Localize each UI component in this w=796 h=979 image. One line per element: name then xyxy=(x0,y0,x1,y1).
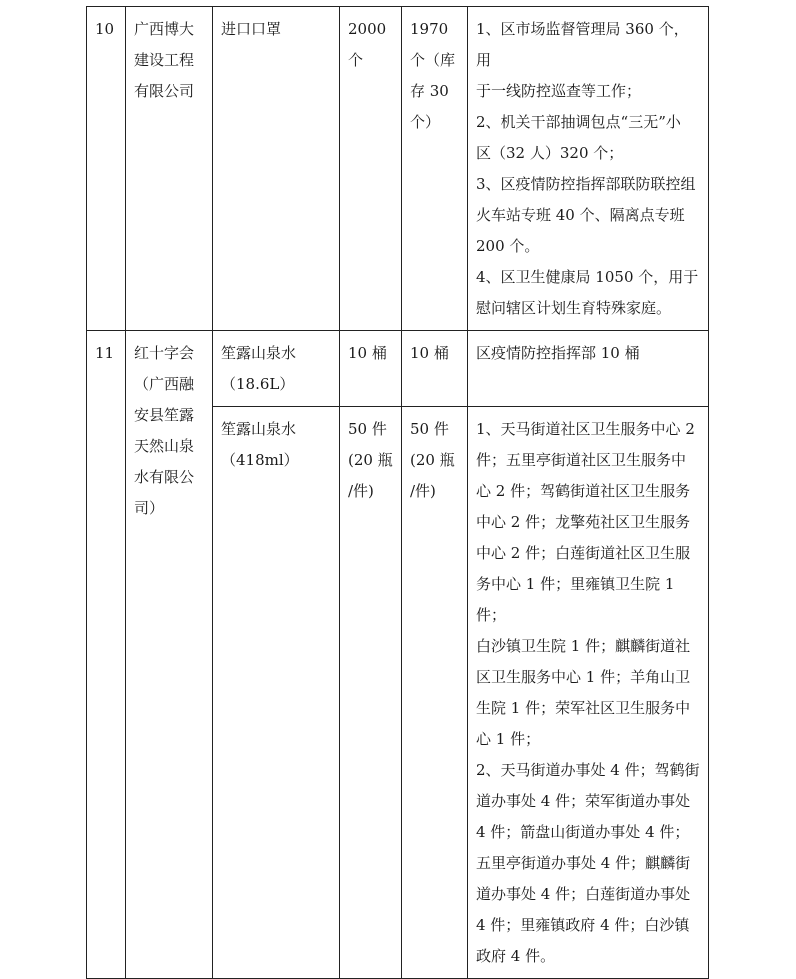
donor-line: 红十字会 xyxy=(134,344,195,362)
usage-line: 政府 4 件。 xyxy=(476,947,556,965)
usage-line: 件；五里亭街道社区卫生服务中 xyxy=(476,451,687,469)
item-line: （418ml） xyxy=(221,451,299,469)
usage-line: 1、区市场监督管理局 360 个，用 xyxy=(476,20,689,69)
usage-line: 4 件；里雍镇政府 4 件；白沙镇 xyxy=(476,916,690,934)
item-cell xyxy=(213,7,340,331)
donor-cell xyxy=(126,7,213,331)
donor-cell xyxy=(126,331,213,979)
distributed-line: 10 桶 xyxy=(410,344,449,362)
usage-line: 生院 1 件；荣军社区卫生服务中 xyxy=(476,699,691,717)
quantity-line: 2000 xyxy=(348,20,387,38)
table-row xyxy=(87,7,709,331)
quantity-cell xyxy=(340,407,402,979)
table-row xyxy=(87,331,709,407)
usage-line: 4、区卫生健康局 1050 个，用于 xyxy=(476,268,699,286)
donor-line: 司） xyxy=(134,499,165,517)
distributed-line: 1970 xyxy=(410,20,449,38)
usage-line: 中心 2 件；龙擎苑社区卫生服务 xyxy=(476,513,691,531)
usage-line: 3、区疫情防控指挥部联防联控组 xyxy=(476,175,696,193)
distributed-cell xyxy=(402,7,468,331)
usage-line: 2、机关干部抽调包点“三无”小 xyxy=(476,113,681,131)
usage-line: 区卫生服务中心 1 件；羊角山卫 xyxy=(476,668,691,686)
distributed-line: 个） xyxy=(410,113,441,131)
usage-line: 务中心 1 件；里雍镇卫生院 1 件； xyxy=(476,575,680,624)
usage-line: 道办事处 4 件；白莲街道办事处 xyxy=(476,885,691,903)
distributed-line: 50 件 xyxy=(410,420,449,438)
quantity-cell xyxy=(340,7,402,331)
usage-cell xyxy=(468,331,709,407)
usage-line: 心 2 件；驾鹤街道社区卫生服务 xyxy=(476,482,691,500)
distributed-line: 个（库 xyxy=(410,51,456,69)
donor-line: （广西融 xyxy=(134,375,195,393)
item-line: 笙露山泉水 xyxy=(221,420,297,438)
quantity-line: /件) xyxy=(348,482,374,500)
usage-line: 中心 2 件；白莲街道社区卫生服 xyxy=(476,544,691,562)
donor-line: 水有限公 xyxy=(134,468,195,486)
quantity-line: 10 桶 xyxy=(348,344,387,362)
usage-line: 慰问辖区计划生育特殊家庭。 xyxy=(476,299,672,317)
usage-cell xyxy=(468,7,709,331)
item-cell xyxy=(213,331,340,407)
item-line: 进口口罩 xyxy=(221,20,282,38)
item-cell xyxy=(213,407,340,979)
distributed-line: /件) xyxy=(410,482,436,500)
donor-line: 广西博大 xyxy=(134,20,195,38)
quantity-line: 50 件 xyxy=(348,420,387,438)
usage-line: 心 1 件； xyxy=(476,730,541,748)
usage-line: 区疫情防控指挥部 10 桶 xyxy=(476,344,640,362)
usage-line: 于一线防控巡查等工作； xyxy=(476,82,642,100)
donor-line: 建设工程 xyxy=(134,51,195,69)
usage-line: 火车站专班 40 个、隔离点专班 xyxy=(476,206,685,224)
distributed-cell xyxy=(402,407,468,979)
usage-line: 五里亭街道办事处 4 件；麒麟街 xyxy=(476,854,691,872)
usage-line: 区（32 人）320 个； xyxy=(476,144,624,162)
usage-line: 2、天马街道办事处 4 件；驾鹤街 xyxy=(476,761,700,779)
usage-line: 1、天马街道社区卫生服务中心 2 xyxy=(476,420,695,438)
distributed-line: (20 瓶 xyxy=(410,451,455,469)
usage-line: 4 件；箭盘山街道办事处 4 件； xyxy=(476,823,690,841)
usage-line: 道办事处 4 件；荣军街道办事处 xyxy=(476,792,691,810)
quantity-line: (20 瓶 xyxy=(348,451,393,469)
item-line: （18.6L） xyxy=(221,375,295,393)
donor-line: 天然山泉 xyxy=(134,437,195,455)
donor-line: 安县笙露 xyxy=(134,406,195,424)
row-number: 11 xyxy=(87,331,126,979)
usage-cell xyxy=(468,407,709,979)
quantity-line: 个 xyxy=(348,51,364,69)
distributed-line: 存 30 xyxy=(410,82,449,100)
usage-line: 白沙镇卫生院 1 件；麒麟街道社 xyxy=(476,637,691,655)
quantity-cell xyxy=(340,331,402,407)
row-number: 10 xyxy=(87,7,126,331)
distributed-cell xyxy=(402,331,468,407)
donor-line: 有限公司 xyxy=(134,82,195,100)
item-line: 笙露山泉水 xyxy=(221,344,297,362)
usage-line: 200 个。 xyxy=(476,237,540,255)
donation-table xyxy=(86,6,709,979)
